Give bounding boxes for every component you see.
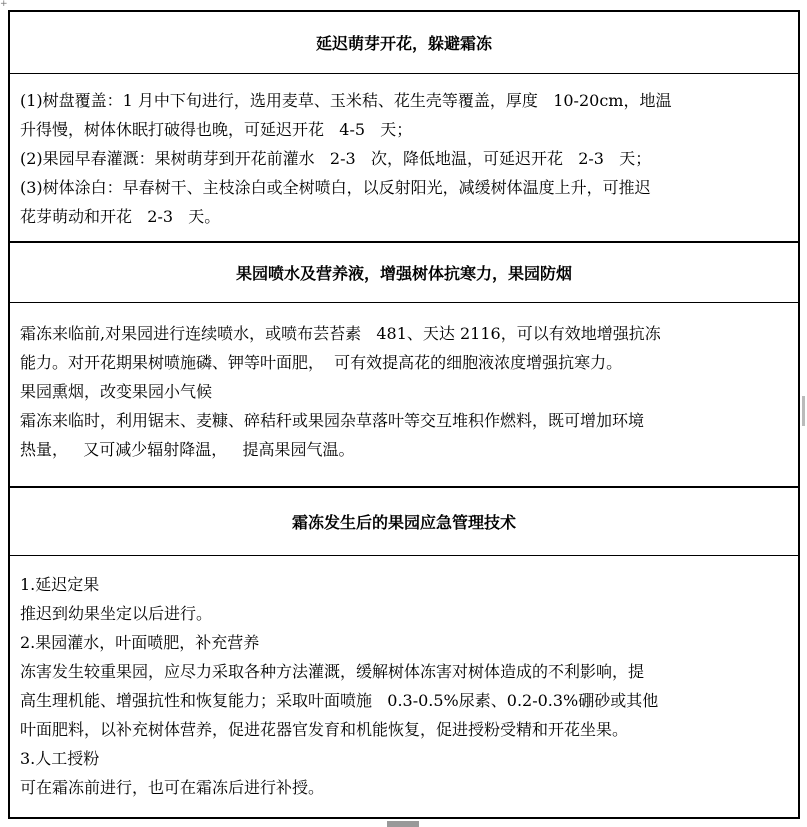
section-3-line: 可在霜冻前进行，也可在霜冻后进行补授。	[20, 778, 325, 797]
section-2-header	[10, 241, 798, 303]
section-3-line: 2.果园灌水，叶面喷肥，补充营养	[20, 633, 260, 652]
document-table	[8, 10, 800, 819]
section-3-line: 叶面肥料，以补充树体营养，促进花器官发育和机能恢复，促进授粉受精和开花坐果。	[20, 720, 629, 739]
section-1-line: (1)树盘覆盖：1 月中下旬进行，选用麦草、玉米秸、花生壳等覆盖，厚度 10-20cm，地温	[20, 91, 672, 110]
section-3-line: 高生理机能、增强抗性和恢复能力；采取叶面喷施 0.3-0.5%尿素、0.2-0.3%硼砂或其他	[20, 691, 659, 710]
section-2-line: 霜冻来临前,对果园进行连续喷水，或喷布芸苔素 481、天达 2116，可以有效地增强抗冻	[20, 324, 661, 343]
section-1-line: (2)果园早春灌溉：果树萌芽到开花前灌水 2-3 次，降低地温，可延迟开花 2-3 天；	[20, 149, 652, 168]
section-3-body	[10, 556, 798, 817]
section-2-title: 果园喷水及营养液，增强树体抗寒力，果园防烟	[235, 264, 572, 283]
section-1-line: 花芽萌动和开花 2-3 天。	[20, 207, 221, 226]
section-3-line: 冻害发生较重果园，应尽力采取各种方法灌溉，缓解树体冻害对树体造成的不利影响，提	[20, 662, 645, 681]
section-2-line: 霜冻来临时，利用锯末、麦糠、碎秸秆或果园杂草落叶等交互堆积作燃料，既可增加环境	[20, 411, 645, 430]
section-3-header	[10, 486, 798, 556]
section-2-body	[10, 303, 798, 486]
section-1-body	[10, 74, 798, 243]
section-2-line: 果园熏烟，改变果园小气候	[20, 382, 213, 401]
section-3-line: 推迟到幼果坐定以后进行。	[20, 604, 213, 623]
section-3-line: 3.人工授粉	[20, 749, 100, 768]
section-3-line: 1.延迟定果	[20, 575, 100, 594]
right-resize-handle[interactable]	[802, 396, 805, 426]
section-2-line: 热量， 又可减少辐射降温， 提高果园气温。	[20, 440, 355, 459]
section-2-line: 能力。对开花期果树喷施磷、钾等叶面肥， 可有效提高花的细胞液浓度增强抗寒力。	[20, 353, 623, 372]
section-1-line: (3)树体涂白：早春树干、主枝涂白或全树喷白，以反射阳光，减缓树体温度上升，可推迟	[20, 178, 651, 197]
section-1-title: 延迟萌芽开花，躲避霜冻	[315, 34, 492, 53]
bottom-resize-handle[interactable]	[387, 821, 419, 827]
section-3-title: 霜冻发生后的果园应急管理技术	[291, 513, 516, 532]
section-1-header	[10, 12, 798, 74]
section-1-line: 升得慢，树体休眠打破得也晚，可延迟开花 4-5 天；	[20, 120, 413, 139]
table-move-handle-icon[interactable]: +	[0, 0, 8, 9]
